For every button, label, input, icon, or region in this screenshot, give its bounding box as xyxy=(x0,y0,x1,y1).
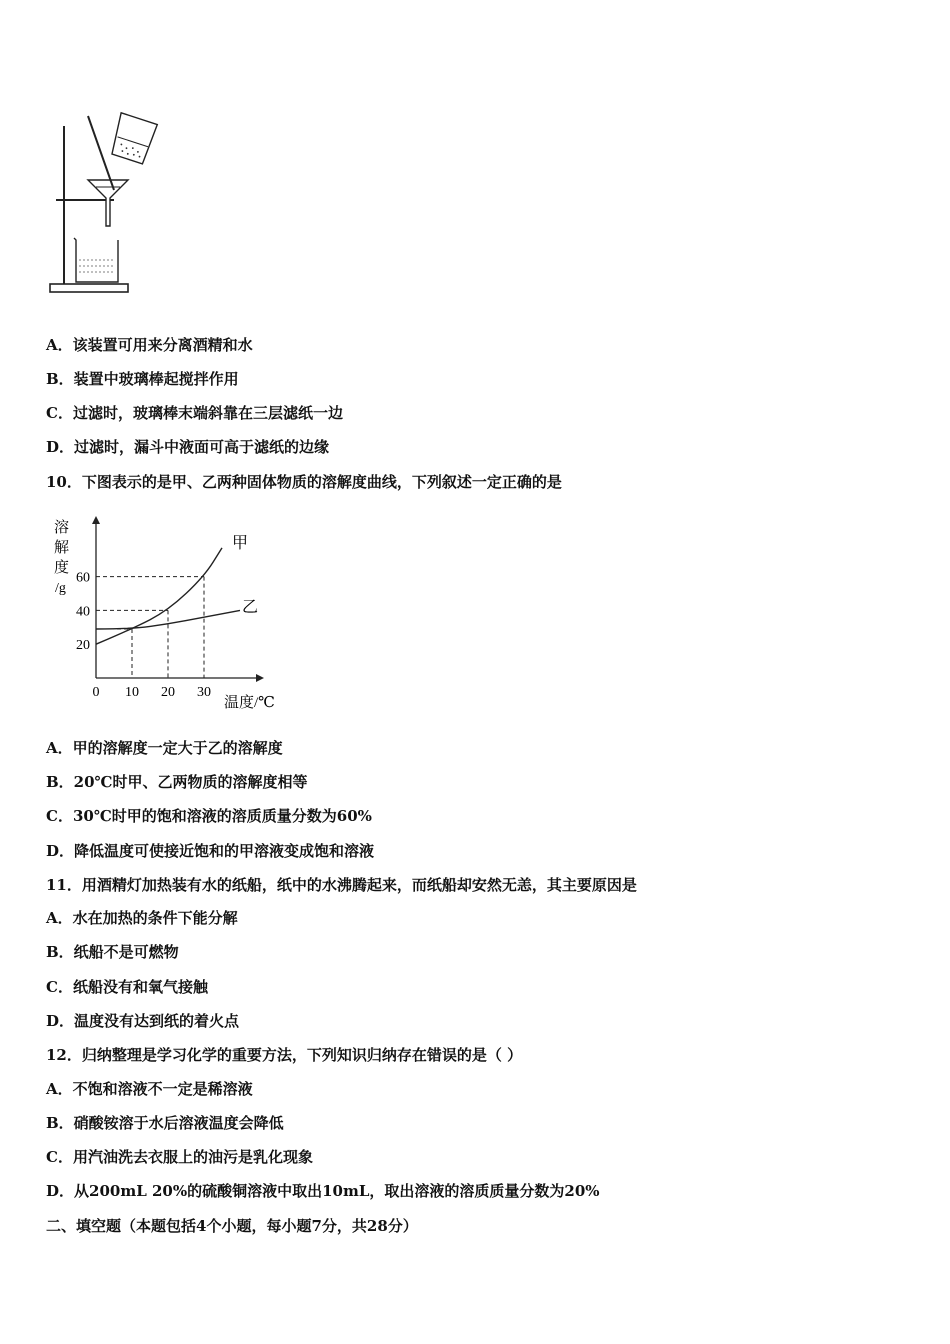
x-tick-label: 20 xyxy=(161,685,175,700)
q11-option-a: A．水在加热的条件下能分解 xyxy=(46,909,238,927)
x-axis-arrow xyxy=(256,674,264,682)
y-tick-label: 60 xyxy=(76,570,90,586)
q12-option-c: C．用汽油洗去衣服上的油污是乳化现象 xyxy=(46,1148,313,1166)
q10-stem: 10．下图表示的是甲、乙两种固体物质的溶解度曲线，下列叙述一定正确的是 xyxy=(46,473,562,491)
q10-option-a: A．甲的溶解度一定大于乙的溶解度 xyxy=(46,739,283,757)
q9-option-a: A．该装置可用来分离酒精和水 xyxy=(46,336,253,354)
solubility-chart xyxy=(44,512,294,714)
q9-option-b: B．装置中玻璃棒起搅拌作用 xyxy=(46,370,239,388)
filtration-apparatus-figure xyxy=(44,108,164,300)
y-tick-label: 40 xyxy=(76,604,90,620)
q10-option-c: C．30℃时甲的饱和溶液的溶质质量分数为60% xyxy=(46,807,372,825)
x-tick-label: 10 xyxy=(125,685,139,700)
q12-option-a: A．不饱和溶液不一定是稀溶液 xyxy=(46,1080,253,1098)
x-axis-label: 温度/℃ xyxy=(224,695,275,711)
y-tick-label: 20 xyxy=(76,638,90,654)
q12-option-d: D．从200mL 20%的硫酸铜溶液中取出10mL，取出溶液的溶质质量分数为20% xyxy=(46,1182,600,1200)
series-label-jia: 甲 xyxy=(232,535,249,552)
q11-option-d: D．温度没有达到纸的着火点 xyxy=(46,1012,240,1030)
x-tick-label: 30 xyxy=(197,685,211,700)
q10-option-b: B．20℃时甲、乙两物质的溶解度相等 xyxy=(46,773,308,791)
q11-option-b: B．纸船不是可燃物 xyxy=(46,943,179,961)
y-axis-label-char: 溶 xyxy=(54,520,70,536)
y-axis-unit: /g xyxy=(55,581,66,596)
y-axis-label-char: 解 xyxy=(54,540,70,556)
pouring-beaker xyxy=(108,113,157,165)
q9-option-d: D．过滤时，漏斗中液面可高于滤纸的边缘 xyxy=(46,438,330,456)
y-axis-label-char: 度 xyxy=(54,560,70,576)
glass-rod xyxy=(88,116,114,190)
q10-option-d: D．降低温度可使接近饱和的甲溶液变成饱和溶液 xyxy=(46,842,375,860)
q11-option-c: C．纸船没有和氧气接触 xyxy=(46,978,208,996)
section-2-title: 二、填空题（本题包括4个小题，每小题7分，共28分） xyxy=(46,1217,418,1235)
q12-option-b: B．硝酸铵溶于水后溶液温度会降低 xyxy=(46,1114,284,1132)
series-label-yi: 乙 xyxy=(242,599,259,616)
q11-stem: 11．用酒精灯加热装有水的纸船，纸中的水沸腾起来，而纸船却安然无恙，其主要原因是 xyxy=(46,876,637,894)
series-line-jia xyxy=(96,548,222,644)
q9-option-c: C．过滤时，玻璃棒末端斜靠在三层滤纸一边 xyxy=(46,404,343,422)
y-axis-arrow xyxy=(92,516,100,524)
q12-stem: 12．归纳整理是学习化学的重要方法，下列知识归纳存在错误的是（ ） xyxy=(46,1046,523,1064)
x-tick-label: 0 xyxy=(92,685,100,700)
stand-base xyxy=(50,284,128,292)
